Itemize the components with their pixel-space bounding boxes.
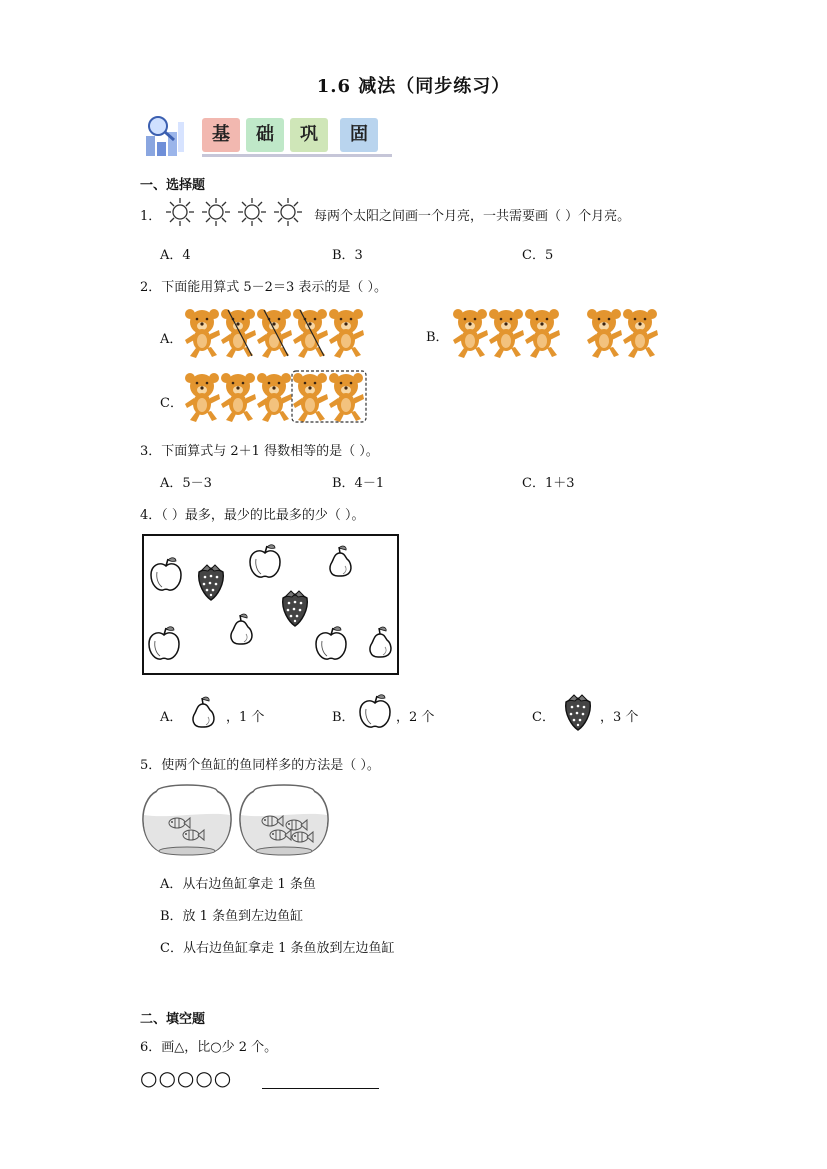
sun-icon bbox=[166, 198, 194, 226]
apple-icon bbox=[250, 545, 280, 577]
q3-option-a[interactable]: A．5－3 bbox=[160, 476, 212, 491]
q6-answer-blank[interactable] bbox=[262, 1088, 379, 1089]
strawberry-icon bbox=[558, 688, 598, 736]
banner-tile-3: 巩 bbox=[290, 118, 328, 152]
apple-icon bbox=[356, 694, 394, 732]
sun-icon bbox=[274, 198, 302, 226]
q2-text: 2．下面能用算式 5－2＝3 表示的是（ ）。 bbox=[140, 280, 387, 295]
bear-icon bbox=[525, 309, 560, 358]
q1-option-c[interactable]: C．5 bbox=[522, 248, 554, 263]
bear-icon bbox=[329, 309, 364, 358]
bear-icon bbox=[489, 309, 524, 358]
q5-option-b[interactable]: B．放 1 条鱼到左边鱼缸 bbox=[160, 909, 304, 924]
q4-option-a-text[interactable]: ，1 个 bbox=[226, 710, 265, 725]
q6-text: 6．画△，比○少 2 个。 bbox=[140, 1040, 278, 1055]
q1-option-a[interactable]: A．4 bbox=[160, 248, 191, 263]
strawberry-icon bbox=[199, 565, 224, 600]
sun-icon bbox=[238, 198, 266, 226]
bear-icon bbox=[587, 309, 622, 358]
bear-icon bbox=[293, 373, 328, 422]
banner-underline bbox=[202, 154, 392, 157]
banner-tile-1: 基 bbox=[202, 118, 240, 152]
apple-icon bbox=[149, 627, 179, 659]
bear-icon bbox=[257, 309, 292, 358]
q4-fruit-scene bbox=[144, 536, 397, 673]
magnifier-chart-icon bbox=[140, 112, 190, 162]
bear-icon bbox=[293, 309, 328, 358]
banner-tile-4: 固 bbox=[340, 118, 378, 152]
section-banner bbox=[140, 112, 400, 162]
bear-icon bbox=[221, 373, 256, 422]
section-fill-heading: 二、填空题 bbox=[140, 1012, 206, 1027]
bear-icon bbox=[185, 373, 220, 422]
q4-label-b[interactable]: B． bbox=[332, 710, 355, 725]
q2-option-b-bears[interactable] bbox=[448, 306, 668, 362]
bear-icon bbox=[623, 309, 658, 358]
q2-label-a[interactable]: A． bbox=[160, 332, 183, 347]
q2-option-a-bears[interactable] bbox=[180, 306, 370, 362]
apple-icon bbox=[151, 558, 181, 590]
q5-option-c[interactable]: C．从右边鱼缸拿走 1 条鱼放到左边鱼缸 bbox=[160, 941, 395, 956]
q6-circles: ○○○○○ bbox=[140, 1066, 233, 1090]
q4-option-c-text[interactable]: ，3 个 bbox=[600, 710, 639, 725]
fishbowl-left bbox=[143, 785, 231, 855]
bear-icon bbox=[329, 373, 364, 422]
pear-icon bbox=[231, 614, 252, 644]
pear-icon bbox=[184, 694, 222, 732]
q2-option-c-bears[interactable] bbox=[180, 368, 370, 426]
q4-label-c[interactable]: C． bbox=[532, 710, 555, 725]
fishbowl-right bbox=[240, 785, 328, 855]
banner-tile-2: 础 bbox=[246, 118, 284, 152]
q3-text: 3．下面算式与 2＋1 得数相等的是（ ）。 bbox=[140, 444, 379, 459]
pear-icon bbox=[370, 627, 391, 657]
bear-icon bbox=[453, 309, 488, 358]
bear-icon bbox=[257, 373, 292, 422]
q4-label-a[interactable]: A． bbox=[160, 710, 183, 725]
q4-text: 4．（ ）最多，最少的比最多的少（ ）。 bbox=[140, 508, 365, 523]
q2-label-c[interactable]: C． bbox=[160, 396, 183, 411]
q1-suns bbox=[160, 196, 310, 228]
q4-option-b-text[interactable]: ，2 个 bbox=[396, 710, 435, 725]
q1-option-b[interactable]: B．3 bbox=[332, 248, 363, 263]
q5-fishbowls bbox=[142, 784, 332, 858]
q2-label-b[interactable]: B． bbox=[426, 330, 449, 345]
apple-icon bbox=[316, 627, 346, 659]
q3-option-b[interactable]: B．4－1 bbox=[332, 476, 385, 491]
q5-text: 5．使两个鱼缸的鱼同样多的方法是（ ）。 bbox=[140, 758, 380, 773]
q5-option-a[interactable]: A．从右边鱼缸拿走 1 条鱼 bbox=[160, 877, 316, 892]
page-title: 1.6 减法（同步练习） bbox=[316, 76, 511, 97]
q3-option-c[interactable]: C．1＋3 bbox=[522, 476, 575, 491]
q4-fruit-box bbox=[142, 534, 399, 675]
q1-text: 每两个太阳之间画一个月亮，一共需要画（ ）个月亮。 bbox=[314, 209, 631, 224]
sun-icon bbox=[202, 198, 230, 226]
strawberry-icon bbox=[283, 591, 308, 626]
bear-icon bbox=[185, 309, 220, 358]
section-choice-heading: 一、选择题 bbox=[140, 178, 206, 193]
q1-number: 1． bbox=[140, 209, 162, 224]
bear-icon bbox=[221, 309, 256, 358]
pear-icon bbox=[330, 546, 351, 576]
